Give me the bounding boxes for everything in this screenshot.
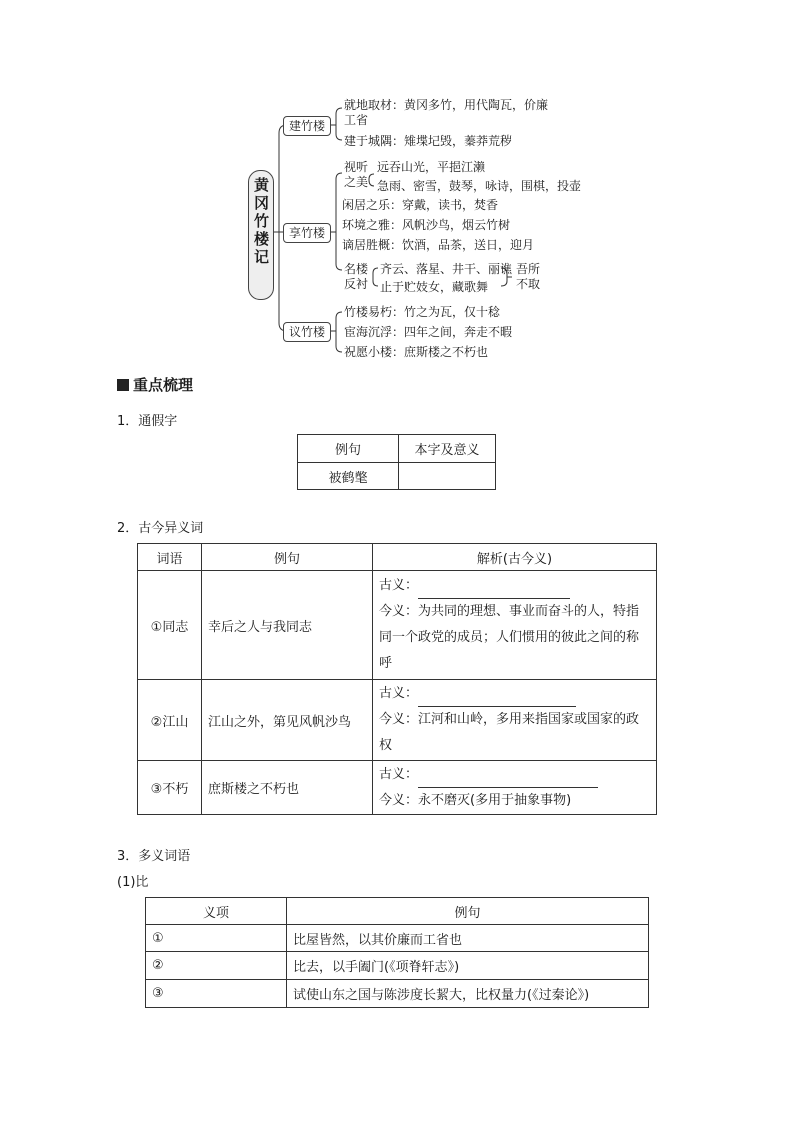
mindmap-root (248, 170, 274, 300)
enjoy-item: 环境之雅：风帆沙鸟，烟云竹树 (342, 218, 511, 232)
branch-enjoy-label: 享竹楼 (288, 226, 325, 240)
table-row (138, 571, 657, 680)
table-header: 词语 (138, 544, 202, 571)
heading-tongjia: 1．通假字 (117, 414, 178, 429)
table-header: 本字及意义 (399, 435, 496, 463)
table-row (138, 680, 657, 761)
duoyi-table (145, 897, 649, 1008)
table-header: 义项 (146, 898, 287, 925)
table-cell: 被鹤氅 (298, 463, 399, 490)
contrast-item: 止于贮妓女，藏歌舞 (380, 280, 489, 294)
sense-cell[interactable]: ② (146, 952, 287, 980)
contrast-result: 吾所不取 (515, 262, 540, 291)
branch-build-item: 建于城隅：雉堞圮毁，蓁莽荒秽 (344, 134, 513, 148)
branch-discuss-label: 议竹楼 (288, 325, 325, 339)
branch-discuss (283, 322, 331, 342)
gujin-table (137, 543, 657, 815)
answer-cell[interactable] (399, 463, 496, 490)
meaning-cell: 古义： 今义：永不磨灭(多用于抽象事物) (373, 761, 657, 815)
answer-blank[interactable] (418, 692, 576, 707)
tongjia-table (297, 434, 496, 490)
example-cell: 比屋皆然，以其价廉而工省也 (287, 925, 649, 952)
table-header: 例句 (287, 898, 649, 925)
word-cell: ③不朽 (138, 761, 202, 815)
example-cell: 庶斯楼之不朽也 (202, 761, 373, 815)
section-title: 重点梳理 (117, 374, 193, 395)
contrast-label: 名楼反衬 (343, 262, 368, 291)
meaning-cell: 古义： 今义：为共同的理想、事业而奋斗的人，特指同一个政党的成员；人们惯用的彼此之间的称呼 (373, 571, 657, 680)
table-header: 例句 (298, 435, 399, 463)
example-cell: 江山之外，第见风帆沙鸟 (202, 680, 373, 761)
word-cell: ①同志 (138, 571, 202, 680)
example-cell: 幸后之人与我同志 (202, 571, 373, 680)
subheading-bi: (1)比 (117, 875, 149, 890)
enjoy-item: 谪居胜概：饮酒，品茶，送日，迎月 (342, 238, 535, 252)
branch-enjoy (283, 223, 331, 243)
example-cell: 比去，以手阖门(《项脊轩志》) (287, 952, 649, 980)
discuss-item: 竹楼易朽：竹之为瓦，仅十稔 (344, 305, 501, 319)
section-marker-icon (117, 379, 129, 391)
sensory-item: 急雨、密雪，鼓琴，咏诗，围棋，投壶 (377, 179, 582, 193)
sensory-item: 远吞山光，平挹江濑 (377, 160, 486, 174)
table-row (146, 925, 649, 952)
table-header: 例句 (202, 544, 373, 571)
table-row (298, 463, 496, 490)
enjoy-item: 闲居之乐：穿戴，读书，焚香 (342, 198, 499, 212)
example-cell: 试使山东之国与陈涉度长絜大，比权量力(《过秦论》) (287, 980, 649, 1008)
branch-build (283, 116, 331, 136)
branch-build-label: 建竹楼 (288, 119, 325, 133)
word-cell: ②江山 (138, 680, 202, 761)
heading-gujin: 2．古今异义词 (117, 521, 204, 536)
heading-duoyi: 3．多义词语 (117, 849, 191, 864)
sense-cell[interactable]: ③ (146, 980, 287, 1008)
mindmap-root-title: 黄冈竹楼记 (252, 177, 270, 267)
branch-build-item: 就地取材：黄冈多竹，用代陶瓦，价廉工省 (344, 98, 549, 127)
sense-cell[interactable]: ① (146, 925, 287, 952)
meaning-cell: 古义： 今义：江河和山岭，多用来指国家或国家的政权 (373, 680, 657, 761)
answer-blank[interactable] (418, 773, 598, 788)
contrast-item: 齐云、落星、井干、丽谯 (380, 262, 513, 276)
table-row (146, 980, 649, 1008)
table-row (138, 761, 657, 815)
sensory-label: 视听之美 (343, 160, 368, 189)
table-header: 解析(古今义) (373, 544, 657, 571)
discuss-item: 祝愿小楼：庶斯楼之不朽也 (344, 345, 489, 359)
answer-blank[interactable] (418, 584, 570, 599)
table-row (146, 952, 649, 980)
discuss-item: 宦海沉浮：四年之间，奔走不暇 (344, 325, 513, 339)
